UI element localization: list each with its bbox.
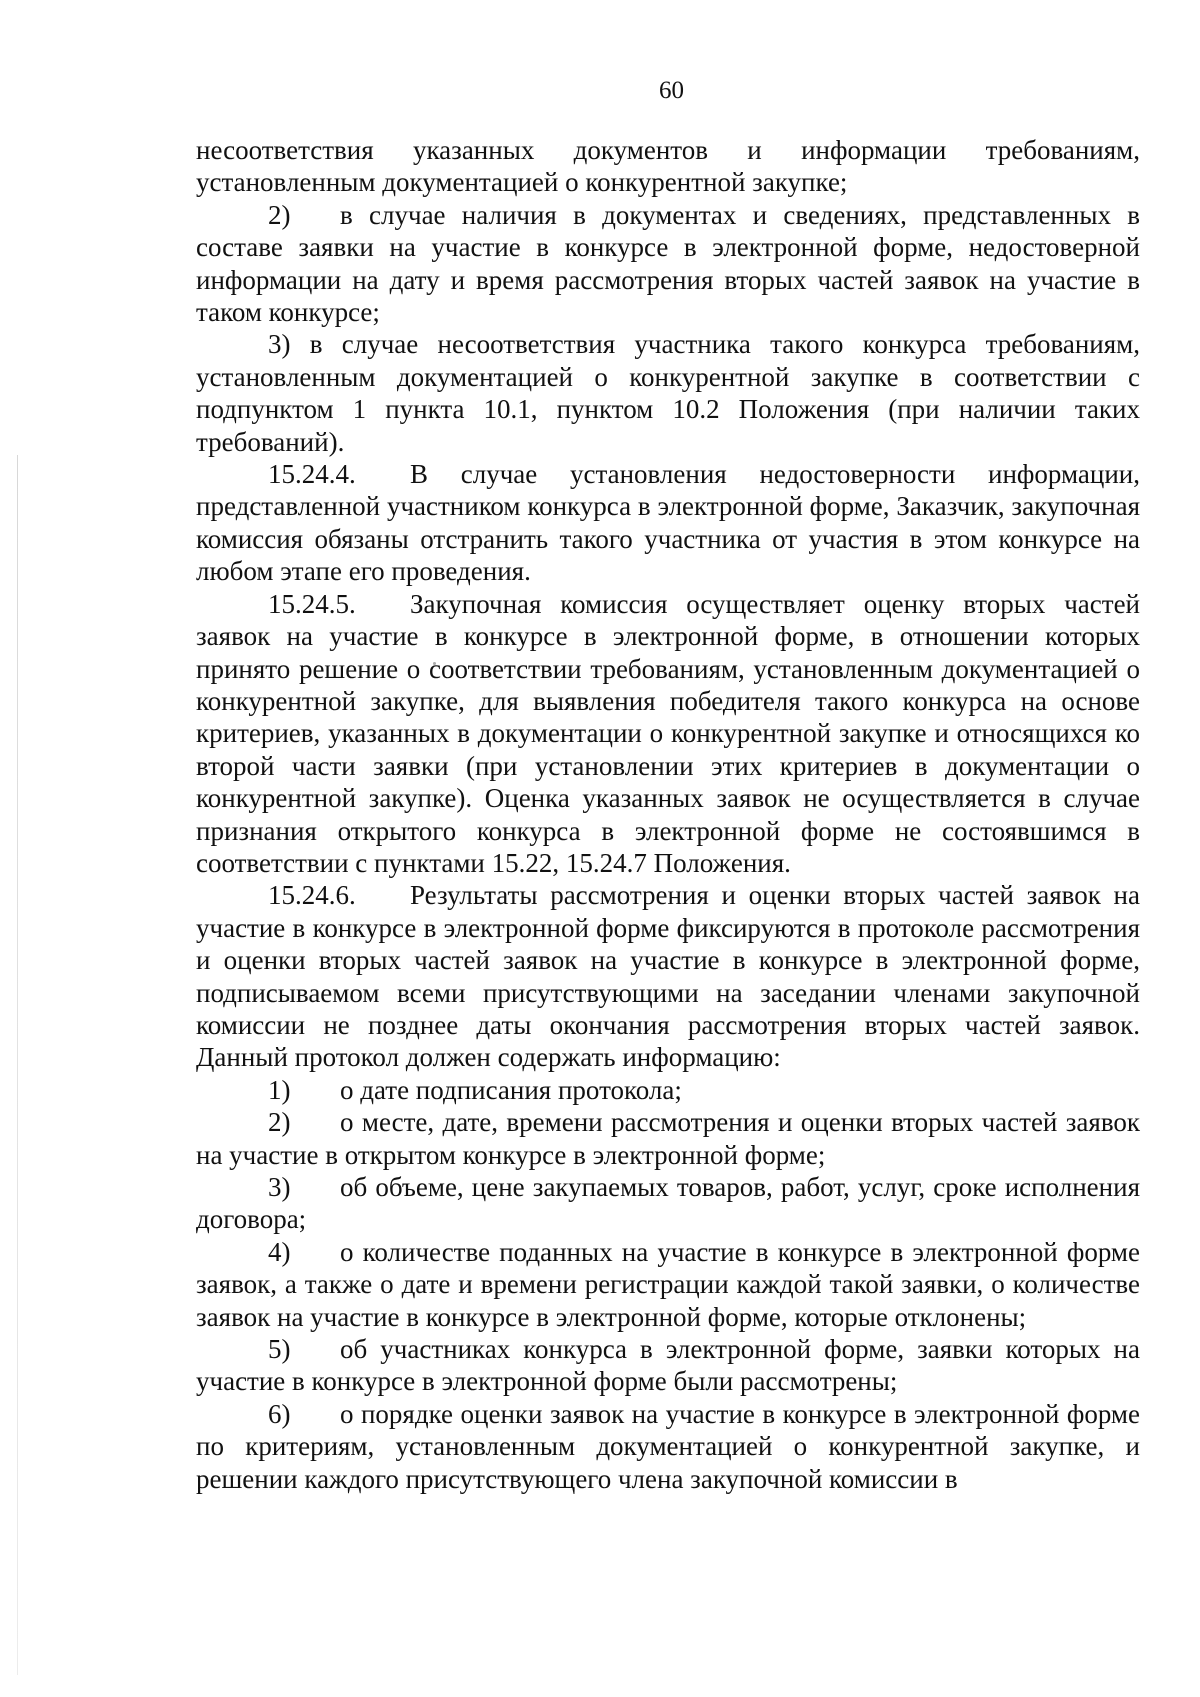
clause-15-24-5: [196, 588, 1140, 880]
item-number: 3): [268, 1172, 291, 1202]
clause-text: В случае установления недостоверности информации, представленной участником конкурса в электронной форме, Заказчик, закупочная комиссия обязаны отстранить такого участника от участия в этом конкурсе на любом этапе его проведения.: [196, 459, 1140, 587]
clause-15-24-4: [196, 458, 1140, 588]
paragraph-item-2: [196, 199, 1140, 329]
list-item-5: [196, 1333, 1140, 1398]
item-number: 5): [268, 1334, 291, 1365]
paragraph: несоответствия указанных документов и информации требованиям, установленным документацией о конкурентной закупке;: [196, 135, 1140, 198]
clause-number: 15.24.6.: [268, 880, 356, 911]
paragraph-text: в случае наличия в документах и сведениях, представленных в составе заявки на участие в конкурсе в электронной форме, недостоверной информации на дату и время рассмотрения вторых частей заявок на участие в таком конкурсе;: [196, 199, 1140, 328]
list-item-4: [196, 1236, 1140, 1333]
document-body: [196, 134, 1140, 1495]
paragraph-item-3: 3) в случае несоответствия участника такого конкурса требованиям, установленным документацией о конкурентной закупке в соответствии с подпунктом 1 пункта 10.1, пунктом 10.2 Положения (при наличии таких требований).: [196, 329, 1140, 457]
scan-binding-line: [17, 455, 18, 1675]
item-number: 1): [268, 1074, 291, 1105]
item-text: о дате подписания протокола;: [340, 1074, 682, 1105]
list-item-2: [196, 1106, 1140, 1171]
item-text: о количестве поданных на участие в конкурсе в электронной форме заявок, а также о дате и времени регистрации каждой такой заявки, о количестве заявок на участие в конкурсе в электронной форме, которые отклонены;: [196, 1236, 1140, 1332]
item-text: об объеме, цене закупаемых товаров, работ, услуг, сроке исполнения договора;: [196, 1172, 1140, 1235]
page-number: 60: [659, 77, 684, 104]
clause-number: 15.24.5.: [268, 588, 356, 619]
item-text: об участниках конкурса в электронной форме, заявки которых на участие в конкурсе в электронной форме были рассмотрены;: [196, 1334, 1140, 1397]
clause-text: Результаты рассмотрения и оценки вторых частей заявок на участие в конкурсе в электронной форме фиксируются в протоколе рассмотрения и оценки вторых частей заявок на участие в конкурсе в электронной форме, подписываемом всеми присутствующими на заседании членами закупочной комиссии не позднее даты окончания рассмотрения вторых частей заявок. Данный протокол должен содержать информацию:: [196, 880, 1140, 1073]
clause-15-24-6: [196, 879, 1140, 1073]
item-number: 2): [268, 1107, 291, 1138]
list-item-1: [196, 1074, 1140, 1106]
item-number: 6): [268, 1398, 291, 1429]
list-item-3: [196, 1171, 1140, 1236]
clause-text: Закупочная комиссия осуществляет оценку вторых частей заявок на участие в конкурсе в электронной форме, в отношении которых принято решение о соответствии требованиям, установленным документацией о конкурентной закупке, для выявления победителя такого конкурса на основе критериев, указанных в документации о конкурентной закупке и относящихся ко второй части заявки (при установлении этих критериев в документации о конкурентной закупке). Оценка указанных заявок не осуществляется в случае признания открытого конкурса в электронной форме не состоявшимся в соответствии с пунктами 15.22, 15.24.7 Положения.: [196, 588, 1140, 878]
list-item-6: [196, 1398, 1140, 1495]
item-number: 2): [268, 199, 291, 230]
item-text: о месте, дате, времени рассмотрения и оценки вторых частей заявок на участие в открытом конкурсе в электронной форме;: [196, 1107, 1140, 1170]
clause-number: 15.24.4.: [268, 459, 356, 490]
item-text: о порядке оценки заявок на участие в конкурсе в электронной форме по критериям, установленным документацией о конкурентной закупке, и решении каждого присутствующего члена закупочной комиссии в: [196, 1398, 1140, 1494]
item-number: 4): [268, 1236, 291, 1267]
